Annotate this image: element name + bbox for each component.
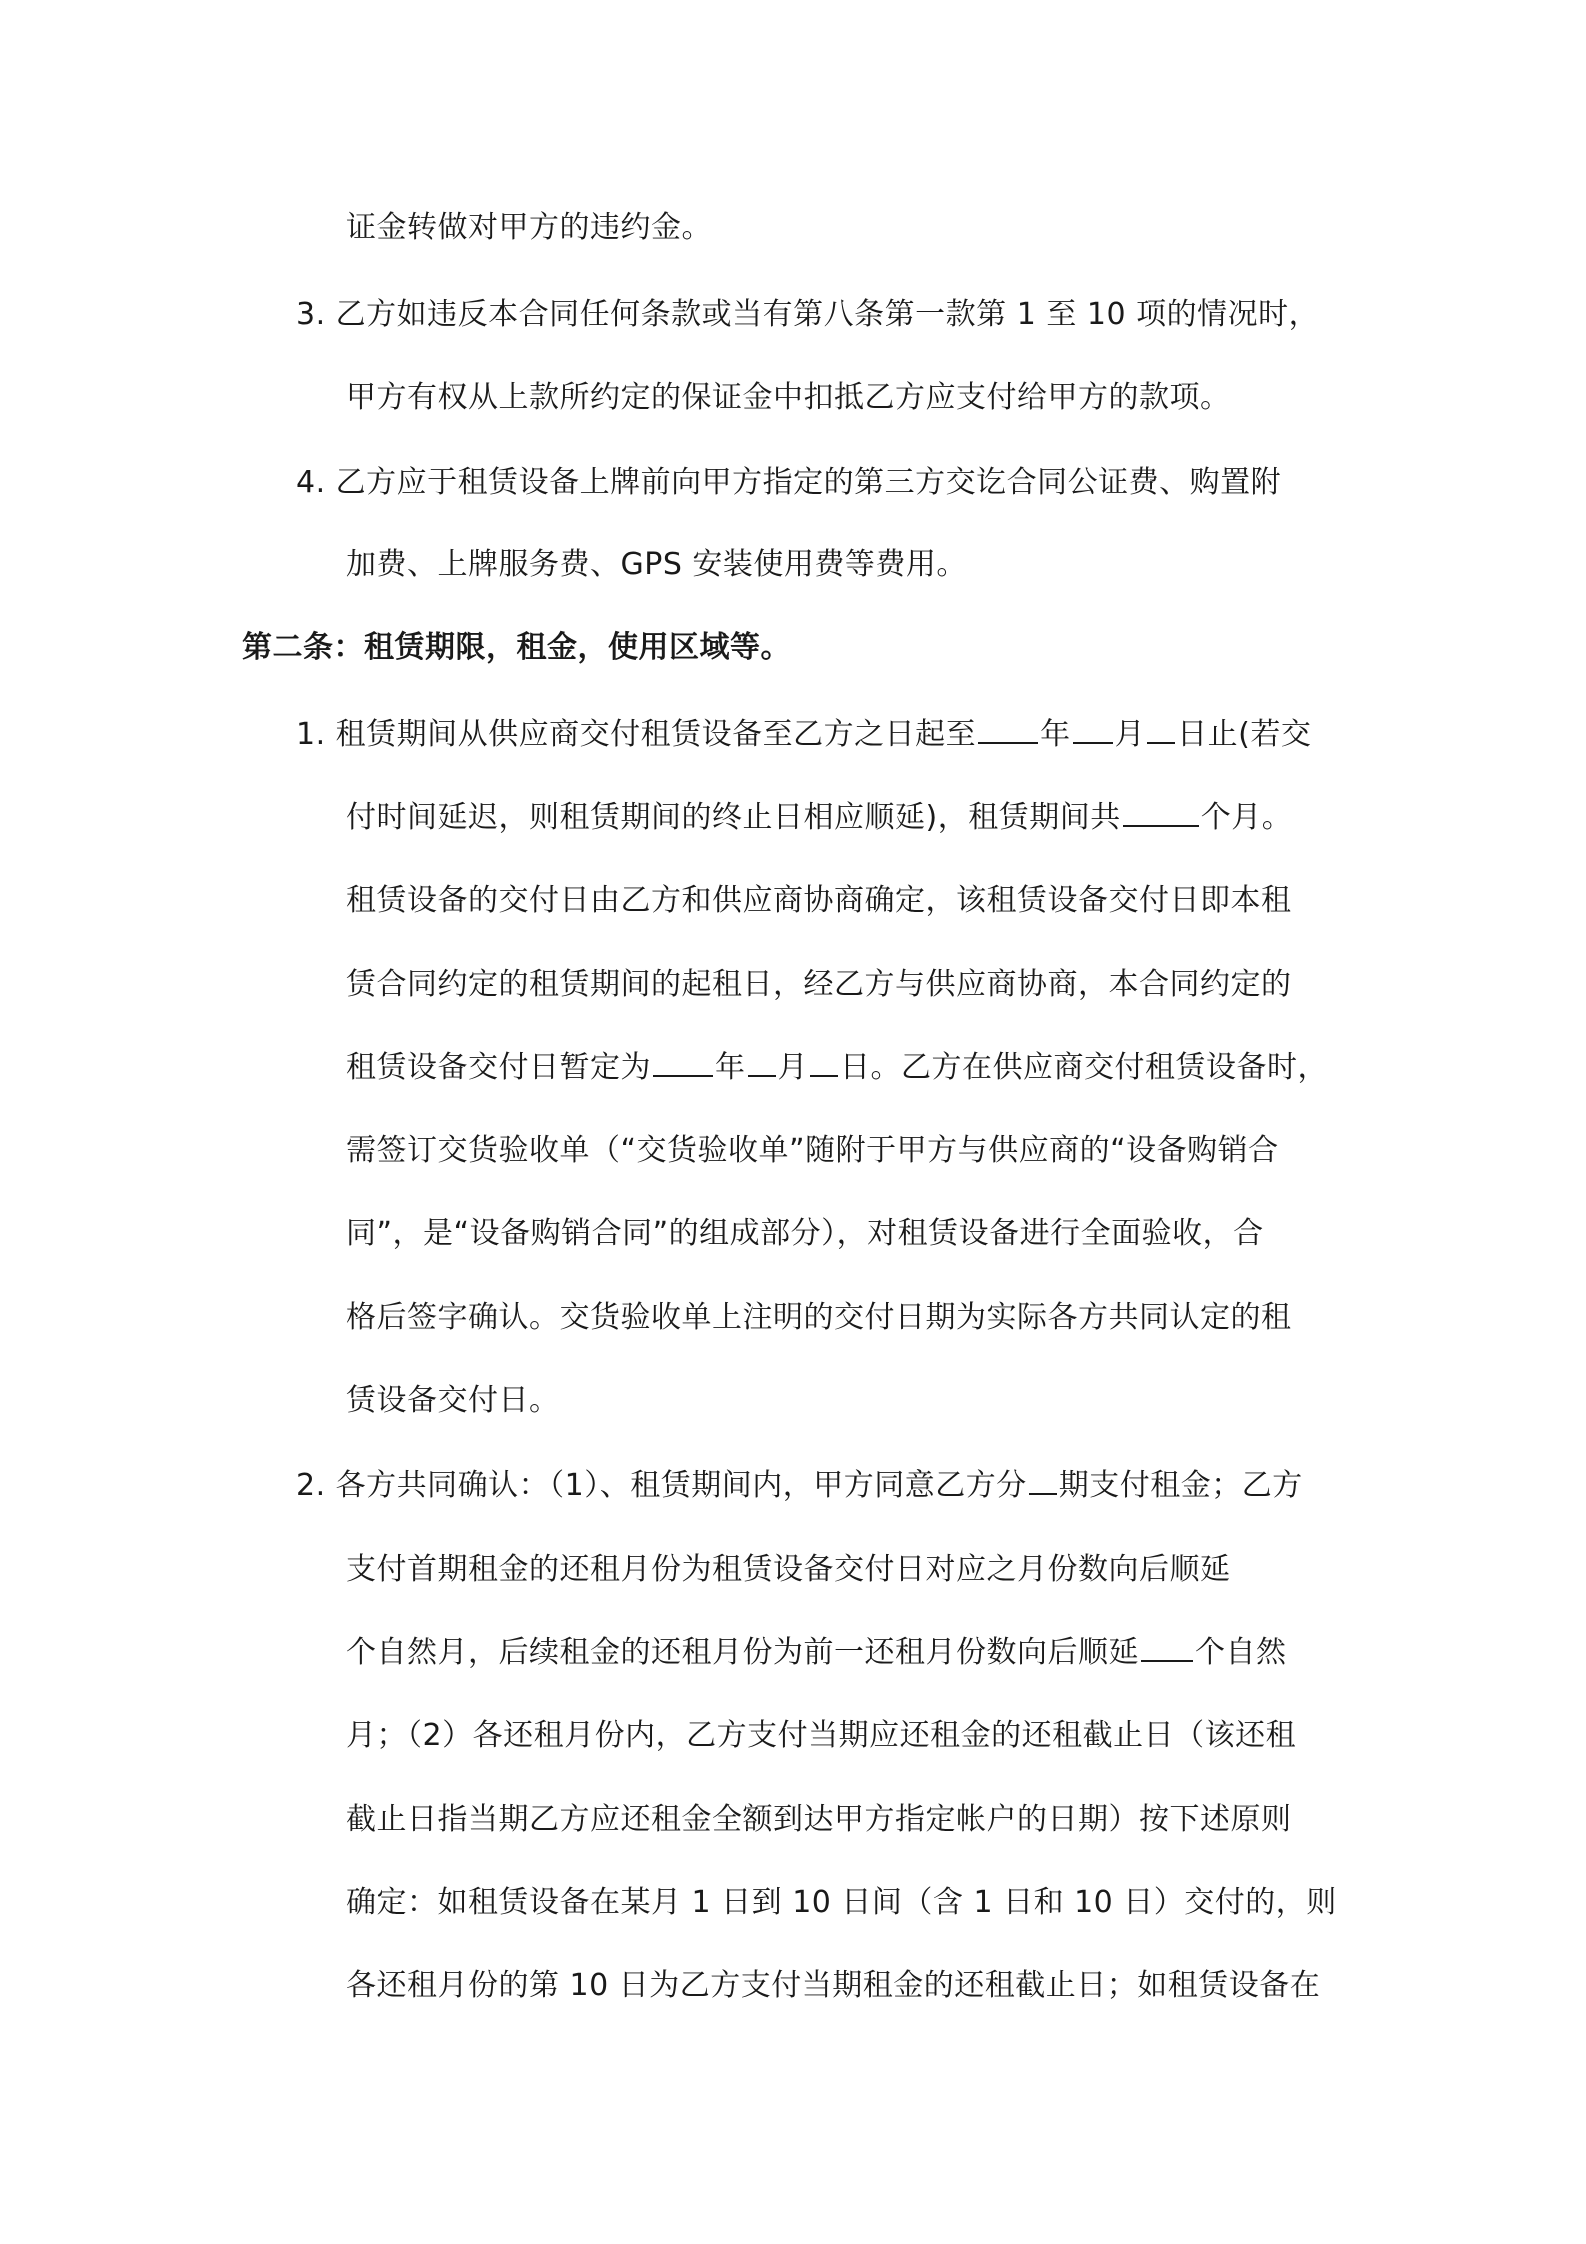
paragraph-line: 甲方有权从上款所约定的保证金中扣抵乙方应支付给甲方的款项。 bbox=[346, 380, 1231, 415]
blank-underline bbox=[653, 1049, 713, 1077]
text-run: 付时间延迟，则租赁期间的终止日相应顺延)，租赁期间共 bbox=[346, 800, 1121, 835]
text-run: 年 bbox=[715, 1050, 746, 1085]
text-run: 1. 租赁期间从供应商交付租赁设备至乙方之日起至 bbox=[296, 717, 977, 752]
paragraph-line: 格后签字确认。交货验收单上注明的交付日期为实际各方共同认定的租 bbox=[346, 1300, 1292, 1335]
paragraph-line bbox=[346, 1048, 1328, 1088]
paragraph-line: 确定：如租赁设备在某月 1 日到 10 日间（含 1 日和 10 日）交付的，则 bbox=[346, 1885, 1337, 1920]
paragraph-line bbox=[346, 798, 1292, 838]
paragraph-line bbox=[346, 1633, 1287, 1673]
section-heading: 第二条：租赁期限，租金，使用区域等。 bbox=[242, 630, 791, 665]
list-item-4-line: 4. 乙方应于租赁设备上牌前向甲方指定的第三方交讫合同公证费、购置附 bbox=[296, 465, 1282, 500]
text-run: 年 bbox=[1040, 717, 1071, 752]
paragraph-line: 赁合同约定的租赁期间的起租日，经乙方与供应商协商，本合同约定的 bbox=[346, 967, 1292, 1002]
text-run: 日止(若交 bbox=[1177, 717, 1312, 752]
text-run: 期支付租金；乙方 bbox=[1058, 1468, 1303, 1503]
text-run: 个月。 bbox=[1200, 800, 1293, 835]
blank-underline bbox=[978, 716, 1038, 744]
text-run: 2. 各方共同确认：（1）、租赁期间内，甲方同意乙方分 bbox=[296, 1468, 1027, 1503]
text-run: 个自然 bbox=[1195, 1635, 1287, 1670]
blank-underline bbox=[1123, 799, 1199, 827]
list-item-2-line bbox=[296, 1466, 1303, 1506]
paragraph-line: 支付首期租金的还租月份为租赁设备交付日对应之月份数向后顺延 bbox=[346, 1552, 1231, 1587]
paragraph-line: 租赁设备的交付日由乙方和供应商协商确定，该租赁设备交付日即本租 bbox=[346, 883, 1292, 918]
paragraph-line: 月；（2）各还租月份内，乙方支付当期应还租金的还租截止日（该还租 bbox=[346, 1718, 1297, 1753]
paragraph-line: 同”，是“设备购销合同”的组成部分），对租赁设备进行全面验收，合 bbox=[346, 1216, 1264, 1251]
paragraph-line: 截止日指当期乙方应还租金全额到达甲方指定帐户的日期）按下述原则 bbox=[346, 1802, 1292, 1837]
blank-underline bbox=[1141, 1634, 1193, 1662]
list-item-3-line: 3. 乙方如违反本合同任何条款或当有第八条第一款第 1 至 10 项的情况时， bbox=[296, 297, 1320, 332]
text-run: 月 bbox=[1114, 717, 1146, 752]
list-item-1-line bbox=[296, 715, 1311, 755]
blank-underline bbox=[810, 1049, 838, 1077]
paragraph-line: 证金转做对甲方的违约金。 bbox=[346, 210, 712, 245]
text-run: 月 bbox=[777, 1050, 808, 1085]
text-run: 租赁设备交付日暂定为 bbox=[346, 1050, 651, 1085]
blank-underline bbox=[1029, 1467, 1057, 1495]
blank-underline bbox=[748, 1049, 776, 1077]
paragraph-line: 赁设备交付日。 bbox=[346, 1383, 560, 1418]
blank-underline bbox=[1147, 716, 1175, 744]
paragraph-line: 各还租月份的第 10 日为乙方支付当期租金的还租截止日；如租赁设备在 bbox=[346, 1968, 1321, 2003]
text-run: 个自然月，后续租金的还租月份为前一还租月份数向后顺延 bbox=[346, 1635, 1139, 1670]
paragraph-line: 加费、上牌服务费、GPS 安装使用费等费用。 bbox=[346, 547, 967, 582]
paragraph-line: 需签订交货验收单（“交货验收单”随附于甲方与供应商的“设备购销合 bbox=[346, 1133, 1279, 1168]
blank-underline bbox=[1073, 716, 1113, 744]
text-run: 日。乙方在供应商交付租赁设备时， bbox=[840, 1050, 1328, 1085]
